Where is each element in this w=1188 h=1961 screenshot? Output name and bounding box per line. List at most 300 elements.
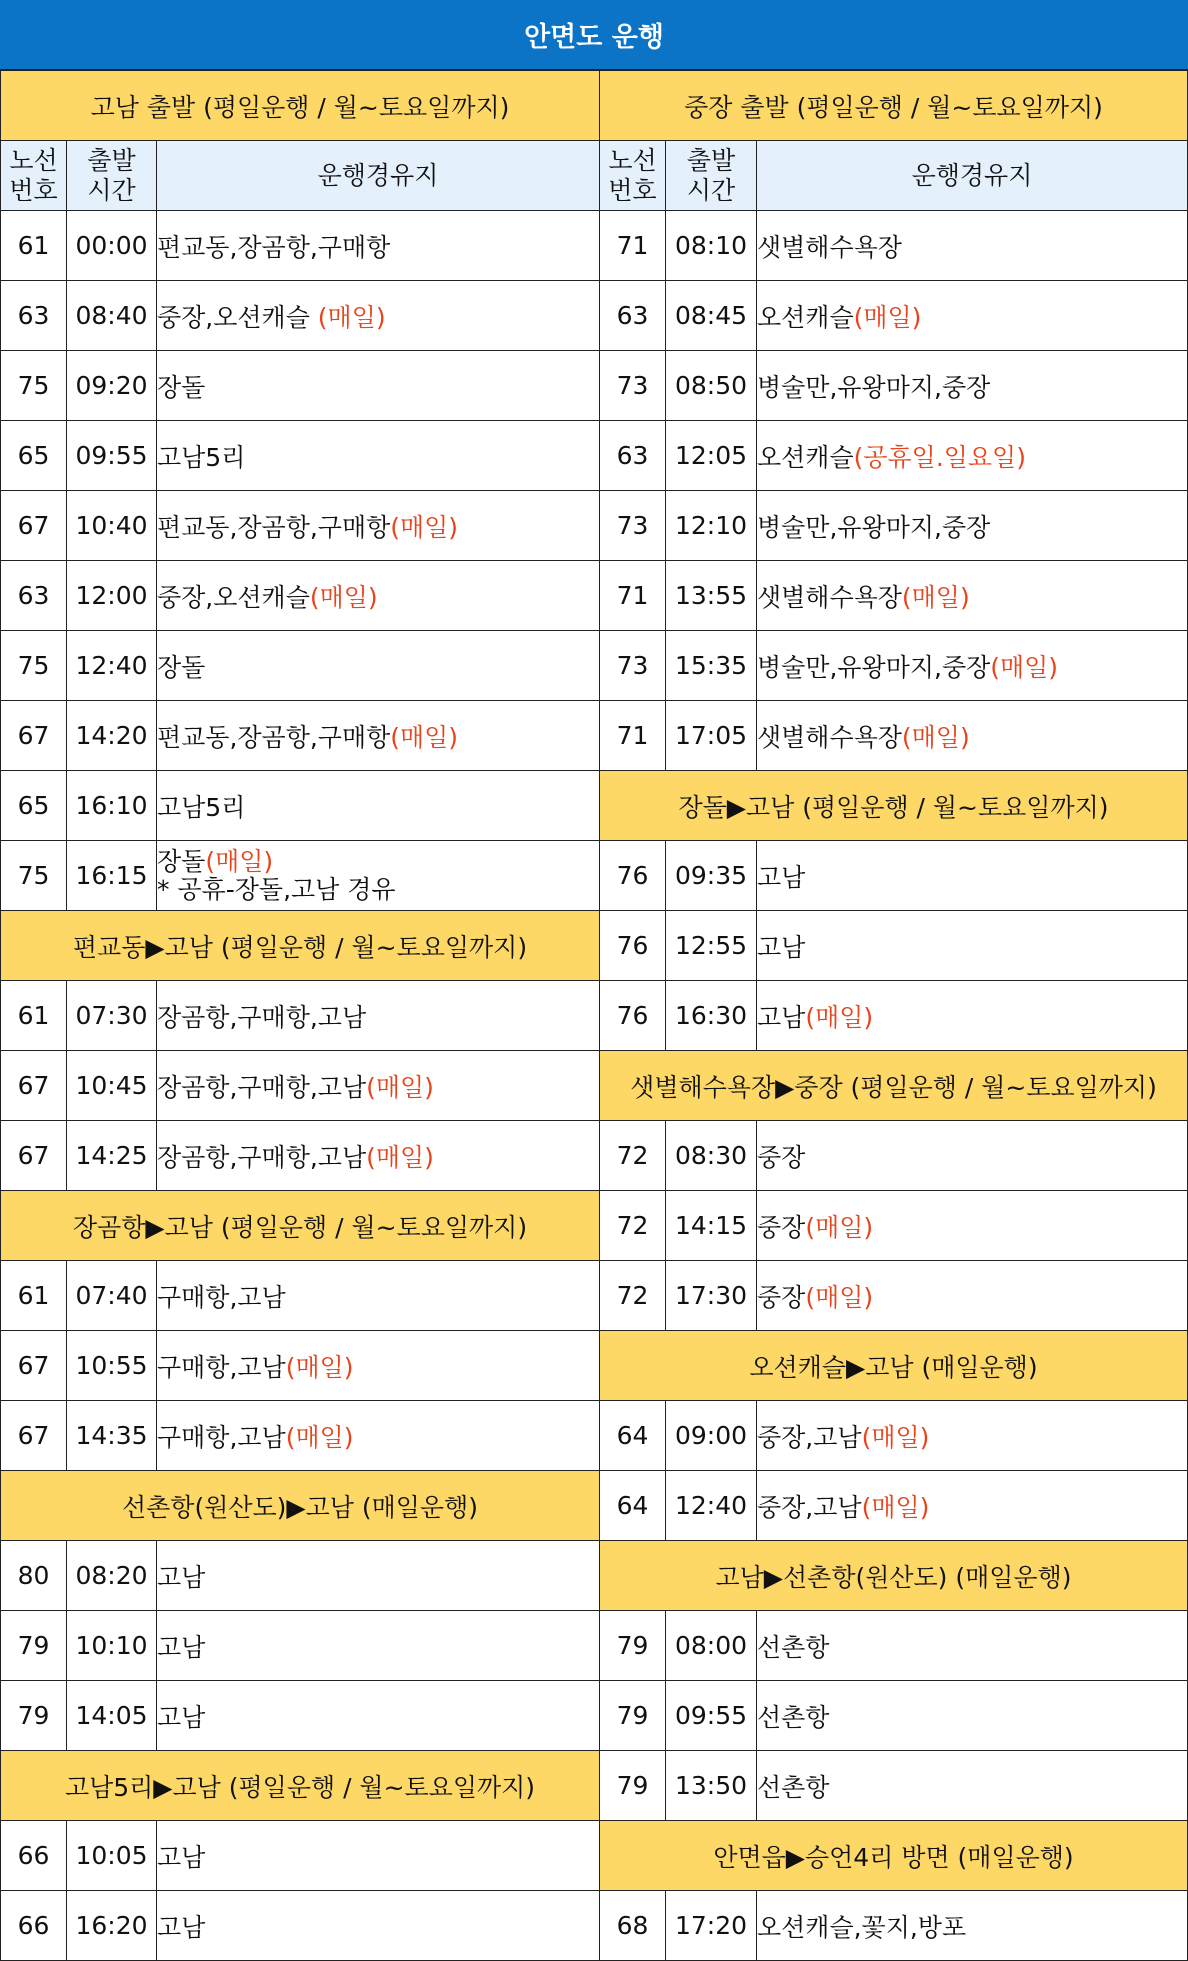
holiday-note: * 공휴-장돌,고남 경유 [157,874,396,904]
route-number: 67 [1,701,67,771]
section-title: 중장 출발 (평일운행 / 월~토요일까지) [600,71,1188,141]
col-header-dep-time [67,141,157,211]
via-text: 고남5리 [157,792,246,822]
departure-time: 07:40 [67,1261,157,1331]
via-line [757,933,805,962]
route-number: 63 [1,281,67,351]
daily-note: (매일) [390,512,459,542]
table-row [600,701,1188,771]
via-stops [757,561,1188,631]
via-text: 고남 [157,1842,206,1872]
via-line [757,1633,829,1662]
route-number: 61 [1,211,67,281]
column-header-row [1,141,600,211]
via-stops [157,1331,600,1401]
via-stops [157,701,600,771]
departure-time: 10:45 [67,1051,157,1121]
via-stops [757,1121,1188,1191]
via-line [157,848,599,876]
departure-time: 17:20 [666,1891,757,1961]
table-row [1,701,600,771]
via-text: 병술만,유왕마지,중장 [757,652,991,682]
via-stops [757,1261,1188,1331]
table-row [600,1611,1188,1681]
via-text: 병술만,유왕마지,중장 [757,512,991,542]
via-text: 중장 [757,1142,806,1172]
daily-note: (매일) [861,1422,930,1452]
departure-time: 14:15 [666,1191,757,1261]
via-text: 중장,고남 [757,1422,862,1452]
timetable-right [599,70,1188,1961]
via-line [157,653,205,682]
via-text: 선촌항 [757,1702,830,1732]
daily-note: (매일) [805,1282,874,1312]
table-row [1,1121,600,1191]
via-stops [157,771,600,841]
table-row [600,1681,1188,1751]
column-header-row [600,141,1188,211]
daily-note: (매일) [901,722,970,752]
via-text: 오션캐슬 [757,302,854,332]
route-number: 71 [600,211,666,281]
daily-note: (매일) [309,582,378,612]
via-text: 중장,오션캐슬 [157,582,310,612]
daily-note: (매일) [390,722,459,752]
via-stops [757,491,1188,561]
via-stops [757,421,1188,491]
via-text: 편교동,장곰항,구매항 [157,512,391,542]
section-title: 장곰항▶고남 (평일운행 / 월~토요일까지) [1,1191,600,1261]
via-text: 장곰항,구매항,고남 [157,1072,367,1102]
section-title: 고남5리▶고남 (평일운행 / 월~토요일까지) [1,1751,600,1821]
via-line [757,583,970,612]
via-line [157,583,378,612]
table-row [1,1401,600,1471]
table-row [600,1471,1188,1541]
route-number: 66 [1,1821,67,1891]
departure-time: 09:55 [67,421,157,491]
via-text: 고남 [157,1632,206,1662]
via-text: 고남 [157,1562,206,1592]
daily-note: (매일) [366,1072,434,1102]
via-stops [157,631,600,701]
table-row [1,981,600,1051]
via-text: 중장 [757,1282,806,1312]
table-row [600,351,1188,421]
via-line [157,1143,434,1172]
via-stops [157,1821,600,1891]
via-text: 구매항,고남 [157,1352,286,1382]
page-title: 안면도 운행 [0,0,1188,70]
via-line [157,1563,205,1592]
via-text: 고남 [157,1702,206,1732]
via-stops [157,981,600,1051]
col-header-route-no-text: 노선 번호 [608,146,657,205]
section-title: 고남 출발 (평일운행 / 월~토요일까지) [1,71,600,141]
departure-time: 16:20 [67,1891,157,1961]
table-row [600,1261,1188,1331]
via-line [757,513,990,542]
route-number: 73 [600,351,666,421]
route-number: 79 [600,1611,666,1681]
via-line [757,1283,873,1312]
via-line [157,1073,434,1102]
via-line [157,1843,205,1872]
via-line [157,1003,366,1032]
via-text: 고남 [157,1912,206,1942]
via-line [157,723,458,752]
section-title: 장돌▶고남 (평일운행 / 월~토요일까지) [600,771,1188,841]
route-number: 63 [1,561,67,631]
via-line [757,1703,829,1732]
col-header-route-no-text: 노선 번호 [9,146,58,205]
table-row [1,771,600,841]
table-row [1,351,600,421]
table-row [1,421,600,491]
route-number: 65 [1,771,67,841]
departure-time: 12:40 [67,631,157,701]
departure-time: 12:55 [666,911,757,981]
via-line [157,793,245,822]
departure-time: 08:40 [67,281,157,351]
route-number: 68 [600,1891,666,1961]
route-number: 64 [600,1471,666,1541]
via-stops [757,1681,1188,1751]
departure-time: 14:25 [67,1121,157,1191]
table-row [600,1401,1188,1471]
via-text: 구매항,고남 [157,1422,286,1452]
route-number: 67 [1,1401,67,1471]
table-row [600,841,1188,911]
via-line [757,443,1026,472]
via-text: 구매항,고남 [157,1282,286,1312]
via-text: 샛별해수욕장 [757,582,902,612]
via-line [757,1913,966,1942]
via-line [757,1423,929,1452]
departure-time: 08:45 [666,281,757,351]
via-stops [757,1401,1188,1471]
section-row [1,1191,600,1261]
table-row [600,631,1188,701]
daily-note: (매일) [285,1352,354,1382]
via-text: 샛별해수욕장 [757,232,902,262]
via-stops [757,631,1188,701]
daily-note: (공휴일.일요일) [853,442,1026,472]
section-row [600,1051,1188,1121]
section-row [600,1541,1188,1611]
via-line [757,863,805,892]
via-stops [157,281,600,351]
via-text: 장곰항,구매항,고남 [157,1002,367,1032]
via-stops [157,1611,600,1681]
departure-time: 08:30 [666,1121,757,1191]
via-line [757,1213,873,1242]
section-row [600,771,1188,841]
route-number: 73 [600,491,666,561]
via-text: 장곰항,구매항,고남 [157,1142,367,1172]
daily-note: (매일) [901,582,970,612]
via-stops [757,1191,1188,1261]
route-number: 75 [1,631,67,701]
route-number: 75 [1,351,67,421]
via-stops [757,911,1188,981]
col-header-via: 운행경유지 [757,141,1188,211]
via-text: 선촌항 [757,1772,830,1802]
route-number: 71 [600,561,666,631]
route-number: 72 [600,1121,666,1191]
via-stops [757,1891,1188,1961]
section-row [1,1751,600,1821]
via-text: 오션캐슬,꽃지,방포 [757,1912,967,1942]
via-stops [757,211,1188,281]
via-line [757,1493,929,1522]
via-line [157,1353,354,1382]
via-stops [757,281,1188,351]
via-text: 고남5리 [157,442,246,472]
via-text: 선촌항 [757,1632,830,1662]
table-row [1,491,600,561]
timetable-left [0,70,600,1961]
via-stops [157,1541,600,1611]
section-title: 선촌항(원산도)▶고남 (매일운행) [1,1471,600,1541]
departure-time: 00:00 [67,211,157,281]
departure-time: 14:05 [67,1681,157,1751]
daily-note: (매일) [805,1002,874,1032]
departure-time: 09:20 [67,351,157,421]
departure-time: 16:15 [67,841,157,911]
daily-note: (매일) [990,652,1059,682]
via-stops [757,701,1188,771]
table-row [600,281,1188,351]
route-number: 76 [600,911,666,981]
departure-time: 14:35 [67,1401,157,1471]
departure-time: 09:35 [666,841,757,911]
via-line [757,723,970,752]
daily-note: (매일) [317,302,386,332]
col-header-via: 운행경유지 [157,141,600,211]
departure-time: 08:50 [666,351,757,421]
departure-time: 16:10 [67,771,157,841]
route-number: 72 [600,1261,666,1331]
table-row [600,981,1188,1051]
departure-time: 14:20 [67,701,157,771]
route-number: 73 [600,631,666,701]
table-row [600,911,1188,981]
table-row [600,1891,1188,1961]
via-stops [157,1681,600,1751]
via-stops [757,1751,1188,1821]
departure-time: 12:10 [666,491,757,561]
departure-time: 15:35 [666,631,757,701]
via-text: 편교동,장곰항,구매항 [157,722,391,752]
via-line [757,303,921,332]
departure-time: 17:05 [666,701,757,771]
via-line [757,653,1058,682]
departure-time: 13:50 [666,1751,757,1821]
departure-time: 12:40 [666,1471,757,1541]
via-stops [157,1051,600,1121]
route-number: 66 [1,1891,67,1961]
col-header-dep-time-text: 출발 시간 [87,146,136,205]
route-number: 79 [1,1681,67,1751]
route-number: 80 [1,1541,67,1611]
route-number: 61 [1,1261,67,1331]
table-row [1,631,600,701]
route-number: 79 [1,1611,67,1681]
departure-time: 08:20 [67,1541,157,1611]
via-text: 오션캐슬 [757,442,854,472]
via-line [157,1913,205,1942]
departure-time: 10:10 [67,1611,157,1681]
section-row [1,71,600,141]
route-number: 67 [1,1121,67,1191]
daily-note: (매일) [366,1142,434,1172]
via-line [757,1773,829,1802]
route-number: 67 [1,1051,67,1121]
via-stops [157,421,600,491]
table-row [1,1541,600,1611]
via-line [157,1703,205,1732]
via-stops [157,351,600,421]
daily-note: (매일) [853,302,922,332]
via-text: 장돌 [157,846,206,876]
via-stops [757,351,1188,421]
via-line [157,1423,354,1452]
route-number: 75 [1,841,67,911]
table-row [1,1891,600,1961]
via-stops [157,561,600,631]
via-text: 중장 [757,1212,806,1242]
via-line [157,443,245,472]
table-row [600,561,1188,631]
departure-time: 16:30 [666,981,757,1051]
route-number: 61 [1,981,67,1051]
route-number: 79 [600,1751,666,1821]
via-text: 샛별해수욕장 [757,722,902,752]
via-line [757,1003,873,1032]
via-line [157,233,390,262]
via-line [157,303,386,332]
section-title: 안면읍▶승언4리 방면 (매일운행) [600,1821,1188,1891]
route-number: 72 [600,1191,666,1261]
departure-time: 09:55 [666,1681,757,1751]
daily-note: (매일) [205,846,274,876]
table-row [600,1121,1188,1191]
via-line [757,373,990,402]
route-number: 67 [1,1331,67,1401]
table-row [1,1681,600,1751]
daily-note: (매일) [861,1492,930,1522]
departure-time: 17:30 [666,1261,757,1331]
table-row [1,1821,600,1891]
via-text: 장돌 [157,652,206,682]
section-title: 샛별해수욕장▶중장 (평일운행 / 월~토요일까지) [600,1051,1188,1121]
via-line [157,513,458,542]
via-stops [157,211,600,281]
table-row [600,421,1188,491]
via-text: 장돌 [157,372,206,402]
departure-time: 12:00 [67,561,157,631]
via-line [757,233,902,262]
col-header-dep-time [666,141,757,211]
section-title: 오션캐슬▶고남 (매일운행) [600,1331,1188,1401]
via-text: 고남 [757,862,806,892]
departure-time: 08:10 [666,211,757,281]
via-stops [757,1471,1188,1541]
via-stops [157,1401,600,1471]
route-number: 63 [600,421,666,491]
route-number: 65 [1,421,67,491]
table-row [1,211,600,281]
via-text: 고남 [757,1002,806,1032]
via-stops [157,841,600,911]
table-row [1,561,600,631]
table-row [600,491,1188,561]
departure-time: 10:55 [67,1331,157,1401]
section-row [600,71,1188,141]
via-text: 병술만,유왕마지,중장 [757,372,991,402]
route-number: 63 [600,281,666,351]
departure-time: 10:40 [67,491,157,561]
route-number: 71 [600,701,666,771]
via-stops [157,1261,600,1331]
table-row [600,1191,1188,1261]
via-stops [757,1611,1188,1681]
via-line [757,1143,805,1172]
section-row [600,1821,1188,1891]
via-stops [157,1121,600,1191]
route-number: 76 [600,841,666,911]
departure-time: 13:55 [666,561,757,631]
route-number: 67 [1,491,67,561]
route-number: 79 [600,1681,666,1751]
via-stops [157,1891,600,1961]
table-row [600,1751,1188,1821]
section-row [600,1331,1188,1401]
via-stops [757,841,1188,911]
col-header-route-no [600,141,666,211]
via-line [157,373,205,402]
table-row [1,841,600,911]
table-row [1,1611,600,1681]
section-title: 고남▶선촌항(원산도) (매일운행) [600,1541,1188,1611]
via-text: 편교동,장곰항,구매항 [157,232,391,262]
table-row [1,1261,600,1331]
departure-time: 10:05 [67,1821,157,1891]
via-line [157,1283,286,1312]
route-number: 64 [600,1401,666,1471]
departure-time: 08:00 [666,1611,757,1681]
via-line [157,1633,205,1662]
table-row [1,1331,600,1401]
via-stops [157,491,600,561]
col-header-route-no [1,141,67,211]
section-title: 편교동▶고남 (평일운행 / 월~토요일까지) [1,911,600,981]
section-row [1,1471,600,1541]
table-row [1,281,600,351]
col-header-dep-time-text: 출발 시간 [686,146,736,205]
daily-note: (매일) [805,1212,874,1242]
via-stops [757,981,1188,1051]
departure-time: 07:30 [67,981,157,1051]
departure-time: 12:05 [666,421,757,491]
via-text: 고남 [757,932,806,962]
daily-note: (매일) [285,1422,354,1452]
route-number: 76 [600,981,666,1051]
section-row [1,911,600,981]
via-text: 중장,고남 [757,1492,862,1522]
table-row [1,1051,600,1121]
